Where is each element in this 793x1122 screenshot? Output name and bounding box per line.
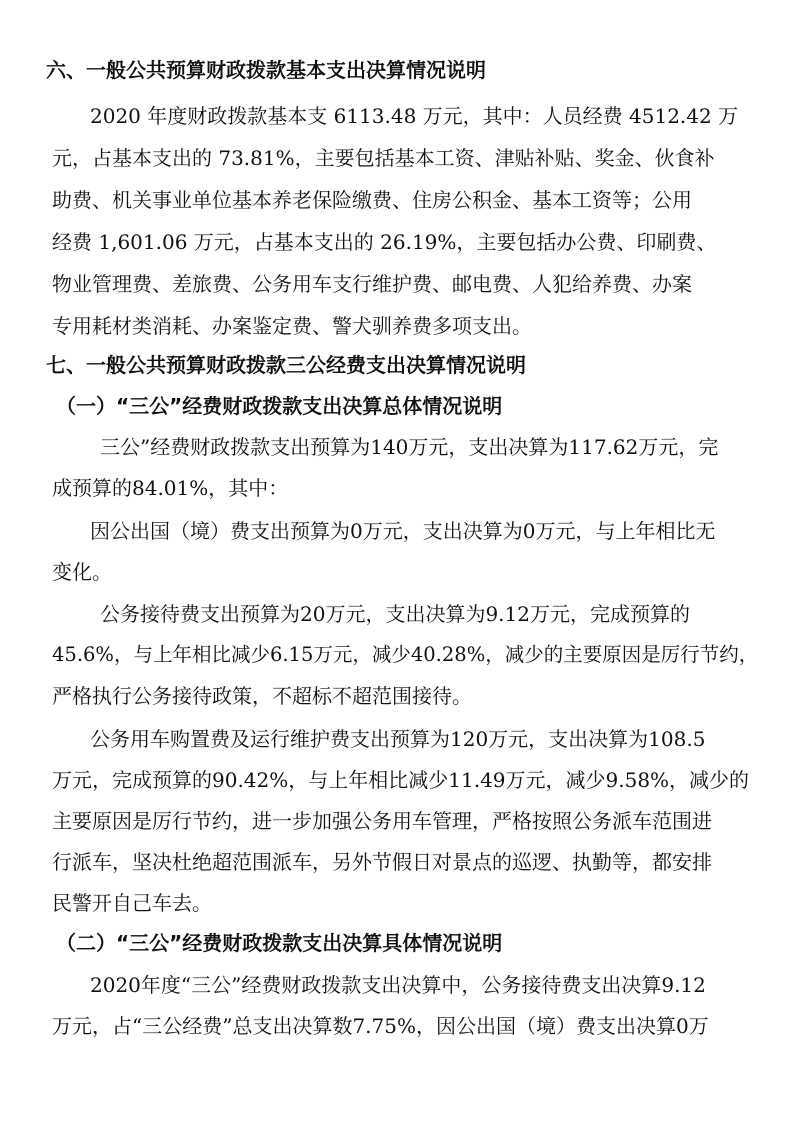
paragraph-line: 元，占基本支出的 73.81%，主要包括基本工资、津贴补贴、奖金、伙食补 (52, 146, 715, 170)
paragraph-line: 2020年度“三公”经费财政拨款支出决算中，公务接待费支出决算9.12 (90, 973, 706, 997)
section-6-title: 六、一般公共预算财政拨款基本支出决算情况说明 (46, 58, 486, 82)
paragraph-line: 经费 1,601.06 万元，占基本支出的 26.19%，主要包括办公费、印刷费、 (52, 230, 717, 254)
paragraph-line: 公务接待费支出预算为20万元，支出决算为9.12万元，完成预算的 (100, 602, 690, 626)
paragraph-line: 严格执行公务接待政策，不超标不超范围接待。 (52, 684, 472, 708)
paragraph-line: 公务用车购置费及运行维护费支出预算为120万元，支出决算为108.5 (90, 727, 706, 751)
paragraph-line: 物业管理费、差旅费、公务用车支行维护费、邮电费、人犯给养费、办案 (52, 272, 692, 296)
paragraph-line: 三公”经费财政拨款支出预算为140万元，支出决算为117.62万元，完 (100, 435, 719, 459)
paragraph-line: 万元，完成预算的90.42%，与上年相比减少11.49万元，减少9.58%，减少的 (52, 768, 750, 792)
paragraph-line: 45.6%，与上年相比减少6.15万元，减少40.28%，减少的主要原因是厉行节约， (52, 643, 759, 666)
paragraph-line: 因公出国（境）费支出预算为0万元，支出决算为0万元，与上年相比无 (90, 519, 716, 543)
paragraph-line: 民警开自己车去。 (52, 891, 212, 915)
paragraph-line: 助费、机关事业单位基本养老保险缴费、住房公积金、基本工资等；公用 (52, 188, 692, 212)
paragraph-line: 变化。 (52, 560, 112, 584)
section-7-title: 七、一般公共预算财政拨款三公经费支出决算情况说明 (46, 353, 526, 377)
paragraph-line: 主要原因是厉行节约，进一步加强公务用车管理，严格按照公务派车范围进 (52, 809, 712, 833)
subsection-7-2-title: （二）“三公”经费财政拨款支出决算具体情况说明 (56, 931, 503, 955)
paragraph-line: 万元，占“三公经费”总支出决算数7.75%，因公出国（境）费支出决算0万 (52, 1014, 709, 1038)
paragraph-line: 行派车，坚决杜绝超范围派车，另外节假日对景点的巡逻、执勤等，都安排 (52, 850, 712, 874)
subsection-7-1-title: （一）“三公”经费财政拨款支出决算总体情况说明 (56, 394, 503, 418)
paragraph-line: 2020 年度财政拨款基本支 6113.48 万元，其中：人员经费 4512.42 万 (90, 104, 739, 128)
paragraph-line: 专用耗材类消耗、办案鉴定费、警犬驯养费多项支出。 (52, 314, 532, 338)
paragraph-line: 成预算的84.01%，其中： (52, 476, 289, 500)
